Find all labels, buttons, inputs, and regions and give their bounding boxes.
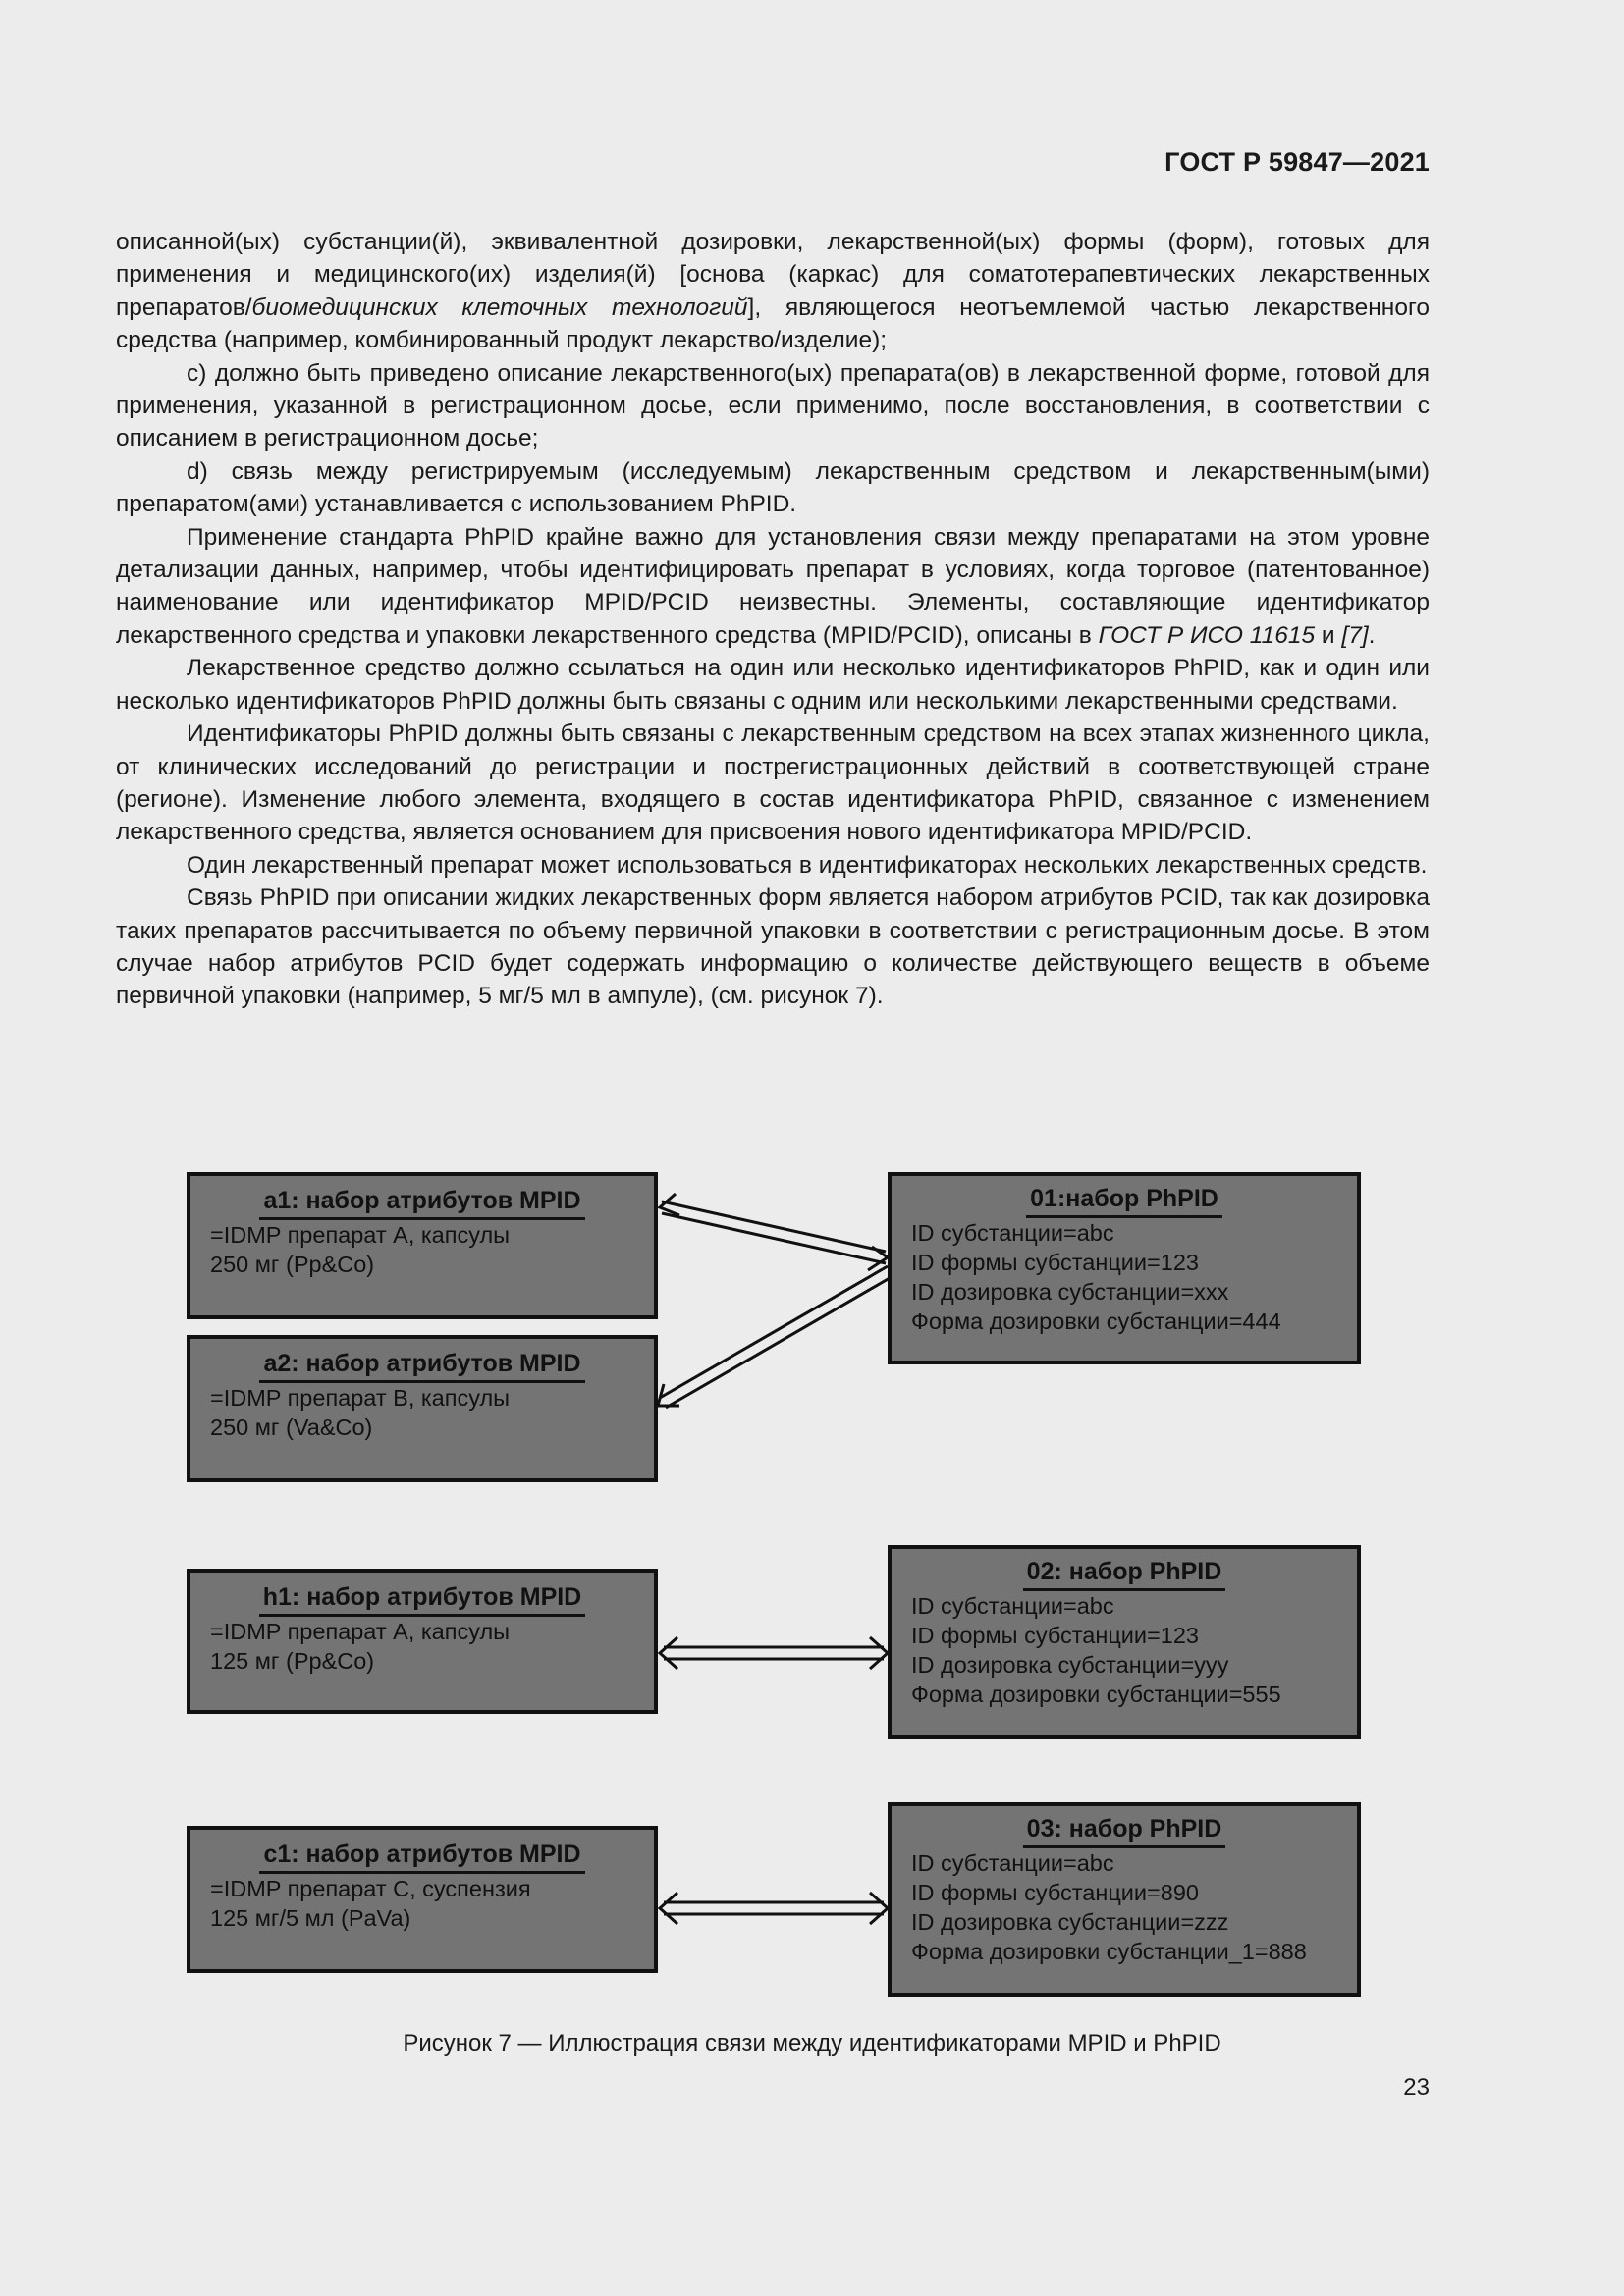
- mpid-box-title: c1: набор атрибутов MPID: [259, 1840, 584, 1874]
- phpid-box-line: Форма дозировки субстанции_1=888: [911, 1939, 1307, 1964]
- phpid-box-line: ID субстанции=abc: [911, 1593, 1114, 1619]
- paragraph: c) должно быть приведено описание лекарственного(ых) препарата(ов) в лекарственной форме, готовой для применения, указанной в регистрационном досье, если применимо, после восстановления, в соответствии с описанием в регистрационном досье;: [116, 359, 1430, 453]
- page-number: 23: [1403, 2074, 1430, 2101]
- phpid-box-line: ID формы субстанции=123: [911, 1250, 1199, 1275]
- phpid-box-01: [888, 1172, 1361, 1364]
- body-text: [116, 226, 1430, 1013]
- arrow-a2-01: [658, 1266, 890, 1408]
- paragraph-text: ], являющегося неотъемлемой частью лекарственного средства (например, комбинированный продукт лекарство/изделие);: [116, 294, 1430, 354]
- arrow-a1-01: [660, 1194, 888, 1270]
- phpid-box-line: ID дозировка субстанции=xxx: [911, 1279, 1229, 1305]
- mpid-box-line: 250 мг (Va&Co): [210, 1415, 373, 1440]
- phpid-box-line: ID дозировка субстанции=yyy: [911, 1652, 1229, 1678]
- mpid-box-line: 125 мг/5 мл (PaVa): [210, 1905, 411, 1931]
- paragraph-italic-text: биомедицинских клеточных технологий: [251, 294, 748, 321]
- paragraph: Связь PhPID при описании жидких лекарственных форм является набором атрибутов PCID, так как дозировка таких препаратов рассчитывается по объему первичной упаковки в соответствии с регистрационным досье. В этом случае набор атрибутов PCID будет содержать информацию о количестве действующего веществ в объеме первичной упаковки (например, 5 мг/5 мл в ампуле), (см. рисунок 7).: [116, 884, 1430, 1010]
- phpid-box-02: [888, 1545, 1361, 1739]
- arrow-c1-03: [660, 1893, 888, 1924]
- mpid-box-line: 125 мг (Pp&Co): [210, 1648, 375, 1674]
- paragraph: [116, 521, 1430, 653]
- mpid-box-line: 250 мг (Pp&Co): [210, 1252, 375, 1277]
- mpid-box-line: =IDMP препарат A, капсулы: [210, 1619, 511, 1644]
- mpid-box-title: a1: набор атрибутов MPID: [259, 1186, 584, 1220]
- bibliography-reference: [7]: [1341, 621, 1369, 649]
- mpid-box-c1: [187, 1826, 658, 1973]
- mpid-box-h1: [187, 1569, 658, 1714]
- paragraph-text: .: [1368, 621, 1376, 649]
- phpid-box-title: 01:набор PhPID: [1026, 1184, 1222, 1218]
- phpid-box-line: ID формы субстанции=890: [911, 1880, 1199, 1905]
- phpid-box-title: 03: набор PhPID: [1023, 1814, 1226, 1848]
- figure-caption: Рисунок 7 — Иллюстрация связи между идентификаторами MPID и PhPID: [403, 2030, 1221, 2056]
- phpid-box-line: Форма дозировки субстанции=444: [911, 1308, 1281, 1334]
- mpid-box-line: =IDMP препарат А, капсулы: [210, 1222, 511, 1248]
- mpid-box-line: =IDMP препарат B, капсулы: [210, 1385, 511, 1411]
- paragraph: Один лекарственный препарат может использоваться в идентификаторах нескольких лекарственных средств.: [187, 851, 1428, 879]
- paragraph-text: и: [1315, 621, 1342, 649]
- mpid-box-a1: [187, 1172, 658, 1319]
- standard-reference: ГОСТ Р ИСО 11615: [1098, 621, 1316, 649]
- paragraph: Идентификаторы PhPID должны быть связаны с лекарственным средством на всех этапах жизненного цикла, от клинических исследований до регистрации и пострегистрационных действий в соответствующей стране (регионе). Изменение любого элемента, входящего в состав идентификатора PhPID, связанное с изменением лекарственного средства, является основанием для присвоения нового идентификатора MPID/PCID.: [116, 721, 1430, 846]
- paragraph: [116, 226, 1430, 357]
- mpid-box-a2: [187, 1335, 658, 1482]
- paragraph-text: Применение стандарта PhPID крайне важно для установления связи между препаратами на этом уровне детализации данных, например, чтобы идентифицировать препарат в условиях, когда торговое (патентованное) наименование или идентификатор MPID/PCID неизвестны. Элементы, составляющие идентификатор лекарственного средства и упаковки лекарственного средства (MPID/PCID), описаны в: [116, 523, 1430, 649]
- paragraph: Лекарственное средство должно ссылаться на один или несколько идентификаторов PhPID, как и один или несколько идентификаторов PhPID должны быть связаны с одним или несколькими лекарственными средствами.: [116, 655, 1430, 715]
- mpid-box-title: h1: набор атрибутов MPID: [259, 1582, 586, 1617]
- phpid-box-line: ID дозировка субстанции=zzz: [911, 1909, 1229, 1935]
- phpid-box-03: [888, 1802, 1361, 1997]
- mpid-box-line: =IDMP препарат C, суспензия: [210, 1876, 531, 1901]
- phpid-box-title: 02: набор PhPID: [1023, 1557, 1226, 1591]
- paragraph: d) связь между регистрируемым (исследуемым) лекарственным средством и лекарственным(ыми) препаратом(ами) устанавливается с использованием PhPID.: [116, 457, 1430, 518]
- phpid-box-line: ID формы субстанции=123: [911, 1623, 1199, 1648]
- mpid-box-title: a2: набор атрибутов MPID: [259, 1349, 584, 1383]
- arrow-h1-02: [660, 1637, 888, 1669]
- phpid-box-line: ID субстанции=abc: [911, 1220, 1114, 1246]
- phpid-box-line: ID субстанции=abc: [911, 1850, 1114, 1876]
- phpid-box-line: Форма дозировки субстанции=555: [911, 1682, 1281, 1707]
- paragraph-text: описанной(ых) субстанции(й), эквивалентной дозировки, лекарственной(ых) формы (форм), готовых для применения и медицинского(их) изделия(й) [основа (каркас) для соматотерапевтических лекарственных препаратов/: [116, 229, 1430, 321]
- document-standard-number: ГОСТ Р 59847—2021: [1164, 147, 1430, 177]
